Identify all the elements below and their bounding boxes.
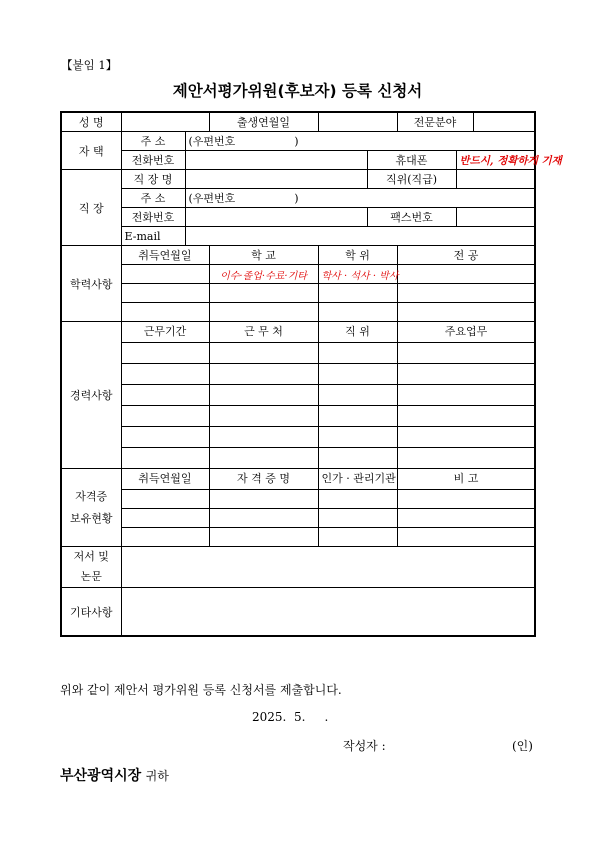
home-phone-label: 전화번호: [121, 151, 185, 170]
attachment-tag: 【붙임 1】: [61, 58, 118, 72]
career-row-period[interactable]: [121, 364, 209, 385]
license-row-note[interactable]: [397, 528, 535, 547]
home-address-label: 주 소: [121, 132, 185, 151]
seal-mark: (인): [512, 739, 533, 753]
education-row-3-degree[interactable]: [318, 303, 397, 322]
license-row-name[interactable]: [209, 490, 318, 509]
name-label: 성 명: [61, 112, 121, 132]
career-row-duties[interactable]: [397, 406, 535, 427]
education-row-2-major[interactable]: [397, 284, 535, 303]
career-row-employer[interactable]: [209, 406, 318, 427]
license-label-line2: 보유현황: [69, 511, 113, 525]
home-postal-prefix: (우편번호: [188, 135, 236, 148]
email-label: E-mail: [121, 227, 185, 246]
career-row-duties[interactable]: [397, 343, 535, 364]
career-row-duties[interactable]: [397, 364, 535, 385]
field-field[interactable]: [473, 112, 535, 132]
fax-label: 팩스번호: [367, 208, 456, 227]
education-row-1-major[interactable]: [397, 265, 535, 284]
birth-field[interactable]: [318, 112, 397, 132]
education-header-major: 전 공: [397, 246, 535, 265]
writer-label: 작성자 :: [343, 739, 386, 753]
position-label: 직위(직급): [367, 170, 456, 189]
career-row-period[interactable]: [121, 427, 209, 448]
work-phone-label: 전화번호: [121, 208, 185, 227]
license-row-date[interactable]: [121, 490, 209, 509]
work-name-label: 직 장 명: [121, 170, 185, 189]
education-header-degree: 학 위: [318, 246, 397, 265]
email-field[interactable]: [185, 227, 535, 246]
work-phone-field[interactable]: [185, 208, 367, 227]
career-header-duties: 주요업무: [397, 322, 535, 343]
submission-statement: 위와 같이 제안서 평가위원 등록 신청서를 제출합니다.: [60, 683, 342, 697]
license-row-agency[interactable]: [318, 509, 397, 528]
career-header-period: 근무기간: [121, 322, 209, 343]
license-header-note: 비 고: [397, 469, 535, 490]
recipient: [60, 765, 169, 785]
license-row-agency[interactable]: [318, 490, 397, 509]
career-row-duties[interactable]: [397, 448, 535, 469]
education-header-school: 학 교: [209, 246, 318, 265]
license-label: [61, 469, 121, 547]
home-label: 자 택: [61, 132, 121, 170]
mobile-label: 휴대폰: [367, 151, 456, 170]
home-phone-field[interactable]: [185, 151, 367, 170]
home-address-field[interactable]: [185, 132, 535, 151]
home-postal-suffix: ): [294, 135, 299, 148]
education-row-1-date[interactable]: [121, 265, 209, 284]
publications-field[interactable]: [121, 547, 535, 588]
fax-field[interactable]: [456, 208, 535, 227]
publications-label: [61, 547, 121, 588]
career-row-employer[interactable]: [209, 364, 318, 385]
position-field[interactable]: [456, 170, 535, 189]
publications-label-line1: 저서 및: [73, 550, 109, 563]
publications-label-line2: 논문: [80, 570, 102, 583]
work-address-label: 주 소: [121, 189, 185, 208]
mobile-note: 반드시, 정확하게 기재: [456, 151, 535, 170]
education-row-3-major[interactable]: [397, 303, 535, 322]
career-row-employer[interactable]: [209, 448, 318, 469]
career-row-position[interactable]: [318, 406, 397, 427]
work-postal-prefix: (우편번호: [188, 192, 236, 205]
education-header-date: 취득연월일: [121, 246, 209, 265]
license-header-agency: 인가 · 관리기관: [318, 469, 397, 490]
license-row-name[interactable]: [209, 509, 318, 528]
submission-date: 2025. 5. .: [252, 710, 329, 724]
field-label: 전문분야: [397, 112, 473, 132]
recipient-name: 부산광역시장: [60, 768, 142, 784]
license-row-note[interactable]: [397, 490, 535, 509]
career-row-employer[interactable]: [209, 343, 318, 364]
career-header-position: 직 위: [318, 322, 397, 343]
career-row-duties[interactable]: [397, 385, 535, 406]
education-label: 학력사항: [61, 246, 121, 322]
education-row-2-school[interactable]: [209, 284, 318, 303]
work-postal-suffix: ): [294, 192, 299, 205]
name-field[interactable]: [121, 112, 209, 132]
birth-label: 출생연월일: [209, 112, 318, 132]
career-row-period[interactable]: [121, 385, 209, 406]
license-row-note[interactable]: [397, 509, 535, 528]
career-row-period[interactable]: [121, 448, 209, 469]
career-row-position[interactable]: [318, 364, 397, 385]
career-row-duties[interactable]: [397, 427, 535, 448]
career-row-position[interactable]: [318, 343, 397, 364]
career-header-employer: 근 무 처: [209, 322, 318, 343]
career-row-position[interactable]: [318, 427, 397, 448]
career-row-period[interactable]: [121, 343, 209, 364]
license-row-date[interactable]: [121, 509, 209, 528]
form-title: 제안서평가위원(후보자) 등록 신청서: [172, 82, 423, 100]
etc-label: 기타사항: [61, 588, 121, 637]
education-school-note: 이수·졸업·수료·기타: [209, 265, 318, 284]
career-label: 경력사항: [61, 322, 121, 469]
work-label: 직 장: [61, 170, 121, 246]
education-row-2-degree[interactable]: [318, 284, 397, 303]
career-row-employer[interactable]: [209, 385, 318, 406]
etc-field[interactable]: [121, 588, 535, 637]
license-row-agency[interactable]: [318, 528, 397, 547]
license-label-line1: 자격증: [75, 489, 108, 503]
career-row-employer[interactable]: [209, 427, 318, 448]
education-row-3-school[interactable]: [209, 303, 318, 322]
license-row-name[interactable]: [209, 528, 318, 547]
education-degree-note: 학사 · 석사 · 박사: [318, 265, 397, 284]
recipient-suffix: 귀하: [145, 769, 169, 783]
education-row-2-date[interactable]: [121, 284, 209, 303]
license-row-date[interactable]: [121, 528, 209, 547]
work-name-field[interactable]: [185, 170, 367, 189]
license-header-name: 자 격 증 명: [209, 469, 318, 490]
career-row-position[interactable]: [318, 448, 397, 469]
education-row-3-date[interactable]: [121, 303, 209, 322]
career-row-period[interactable]: [121, 406, 209, 427]
career-row-position[interactable]: [318, 385, 397, 406]
license-header-date: 취득연월일: [121, 469, 209, 490]
work-address-field[interactable]: [185, 189, 535, 208]
registration-form-table: [60, 111, 562, 637]
